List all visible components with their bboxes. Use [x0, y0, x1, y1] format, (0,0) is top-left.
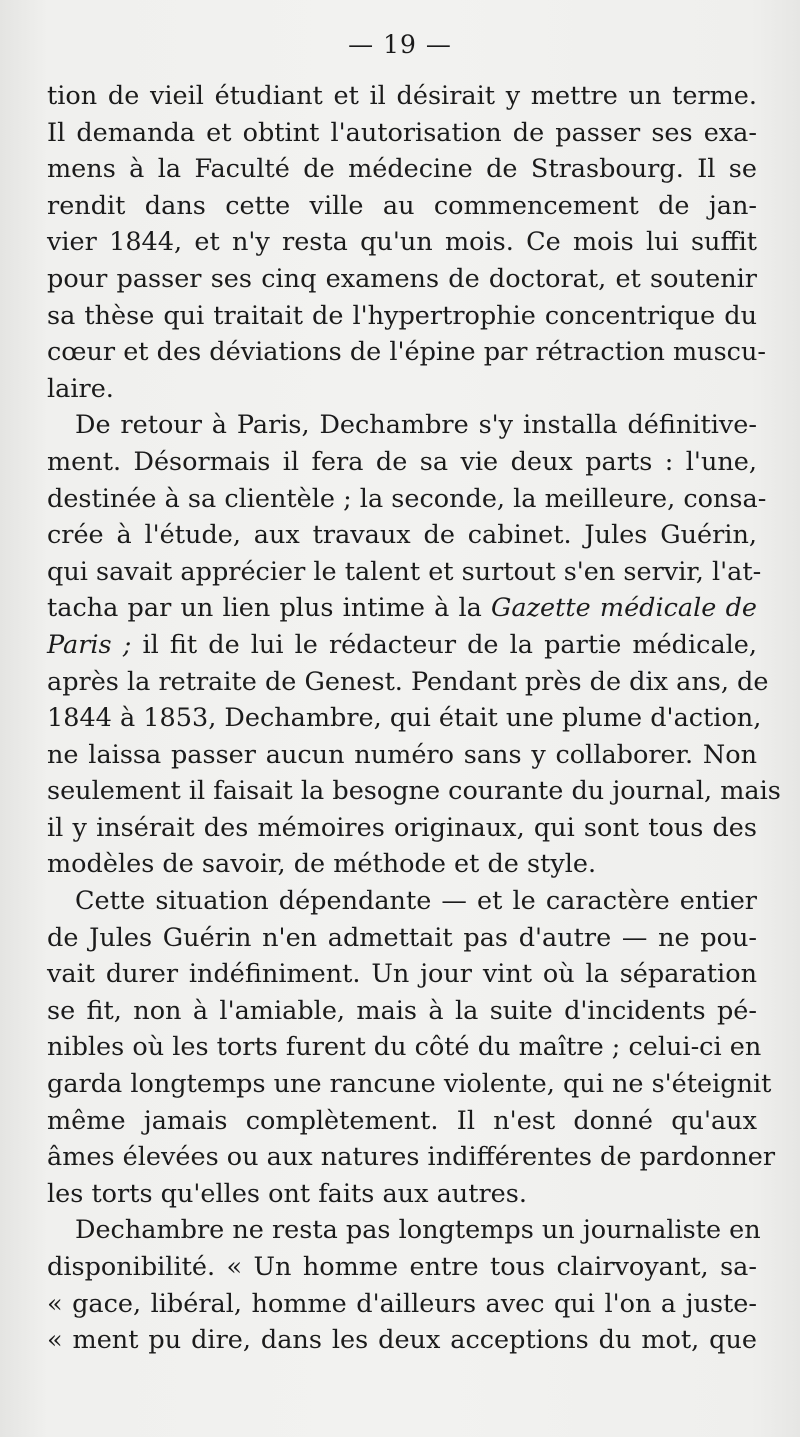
- text-line: sa thèse qui traitait de l'hypertrophie concentrique du: [47, 300, 757, 331]
- line-text: il fit de lui le rédacteur de la partie médicale,: [131, 629, 758, 660]
- paragraph-start-line: De retour à Paris, Dechambre s'y installa définitive-: [75, 410, 757, 441]
- text-line: même jamais complètement. Il n'est donné qu'aux: [47, 1105, 757, 1136]
- paragraph-start-line: Cette situation dépendante — et le caractère entier: [75, 886, 757, 917]
- text-line: après la retraite de Genest. Pendant près de dix ans, de: [47, 666, 769, 697]
- paragraph-end-line: les torts qu'elles ont faits aux autres.: [47, 1178, 527, 1209]
- text-line: rendit dans cette ville au commencement de jan-: [47, 190, 757, 221]
- text-line: mens à la Faculté de médecine de Strasbourg. Il se: [47, 154, 757, 185]
- text-line: tion de vieil étudiant et il désirait y mettre un terme.: [47, 81, 757, 111]
- text-line: de Jules Guérin n'en admettait pas d'autre — ne pou-: [47, 922, 757, 953]
- journal-title: Gazette médicale de: [491, 593, 757, 624]
- text-line: cœur et des déviations de l'épine par rétraction muscu-: [47, 337, 767, 368]
- text-line: destinée à sa clientèle ; la seconde, la meilleure, consa-: [47, 483, 767, 514]
- body-text: [47, 78, 781, 1359]
- text-line: ne laissa passer aucun numéro sans y collaborer. Non: [47, 739, 757, 770]
- text-line-with-title: [47, 627, 757, 664]
- paragraph-start-line: Dechambre ne resta pas longtemps un journaliste en: [75, 1215, 761, 1246]
- text-line: vier 1844, et n'y resta qu'un mois. Ce mois lui suffit: [47, 227, 757, 258]
- text-line: ment. Désormais il fera de sa vie deux parts : l'une,: [47, 446, 757, 477]
- text-line: vait durer indéfiniment. Un jour vint où la séparation: [47, 959, 757, 990]
- text-line: seulement il faisait la besogne courante du journal, mais: [47, 776, 781, 807]
- text-line: « ment pu dire, dans les deux acceptions du mot, que: [47, 1325, 757, 1356]
- text-line: pour passer ses cinq examens de doctorat, et soutenir: [47, 263, 757, 294]
- text-line: âmes élevées ou aux natures indifférentes de pardonner: [47, 1142, 776, 1173]
- text-line: nibles où les torts furent du côté du maître ; celui-ci en: [47, 1032, 762, 1063]
- text-line: se fit, non à l'amiable, mais à la suite d'incidents pé-: [47, 995, 757, 1026]
- text-line: Il demanda et obtint l'autorisation de passer ses exa-: [47, 117, 757, 148]
- paragraph-end-line: modèles de savoir, de méthode et de style.: [47, 849, 597, 880]
- page-number: — 19 —: [348, 30, 452, 59]
- text-line: crée à l'étude, aux travaux de cabinet. Jules Guérin,: [47, 520, 757, 551]
- text-line-with-title: [47, 590, 757, 627]
- text-line: 1844 à 1853, Dechambre, qui était une plume d'action,: [47, 703, 762, 734]
- text-line: qui savait apprécier le talent et surtout s'en servir, l'at-: [47, 556, 762, 587]
- line-text: tacha par un lien plus intime à la: [47, 593, 492, 624]
- text-line: « gace, libéral, homme d'ailleurs avec qui l'on a juste-: [47, 1288, 757, 1319]
- paragraph-end-line: laire.: [47, 373, 114, 404]
- text-line: garda longtemps une rancune violente, qui ne s'éteignit: [47, 1069, 772, 1100]
- journal-title: Paris ;: [47, 629, 132, 660]
- text-line: il y insérait des mémoires originaux, qui sont tous des: [47, 812, 757, 843]
- text-line: disponibilité. « Un homme entre tous clairvoyant, sa-: [47, 1252, 757, 1282]
